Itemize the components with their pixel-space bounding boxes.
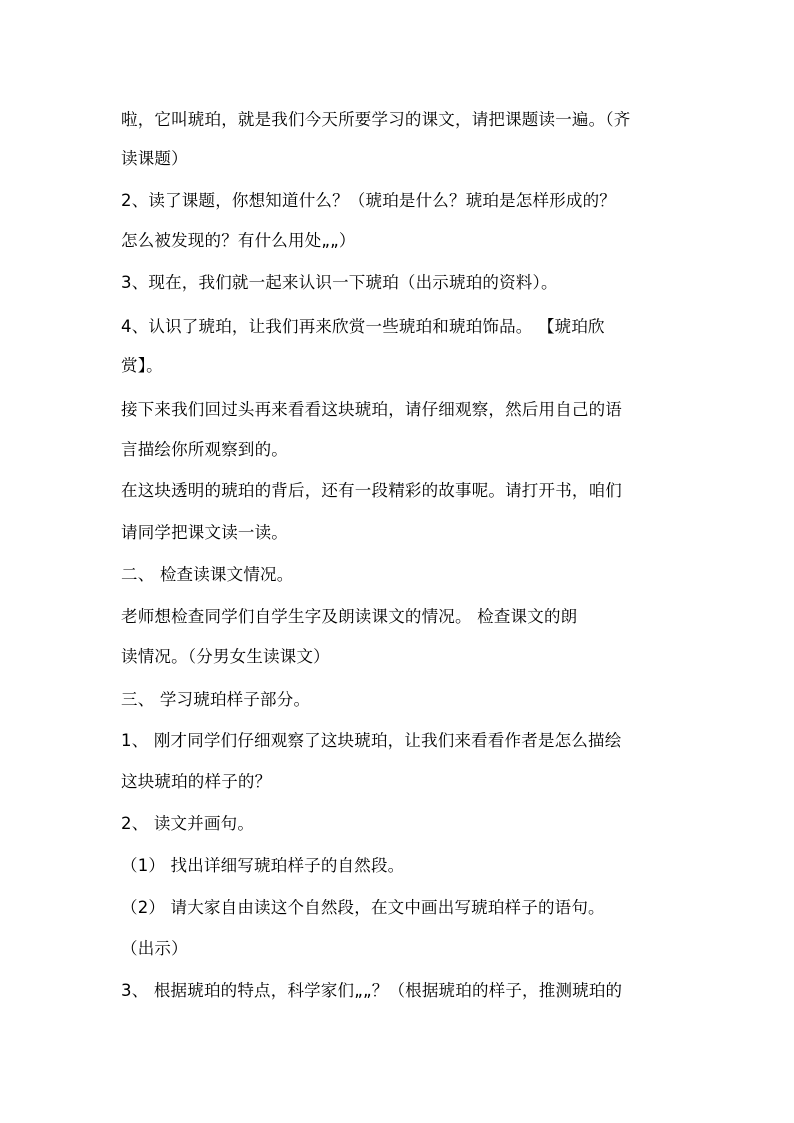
text-line: （1） 找出详细写琥珀样子的自然段。 <box>121 856 405 875</box>
text-line: 读情况。（分男女生读课文） <box>121 647 330 666</box>
text-line: 请同学把课文读一读。 <box>121 523 288 542</box>
text-line: 怎么被发现的？有什么用处„„） <box>121 231 356 250</box>
text-line: （出示） <box>121 939 188 958</box>
text-line: 啦，它叫琥珀，就是我们今天所要学习的课文，请把课题读一遍。（齐 <box>121 110 631 129</box>
text-line: 1、 刚才同学们仔细观察了这块琥珀，让我们来看看作者是怎么描绘 <box>121 731 622 750</box>
text-line: 言描绘你所观察到的。 <box>121 440 288 459</box>
text-line: （2） 请大家自由读这个自然段，在文中画出写琥珀样子的语句。 <box>121 898 605 917</box>
text-line: 2、 读文并画句。 <box>121 814 255 833</box>
text-line: 3、现在，我们就一起来认识一下琥珀（出示琥珀的资料）。 <box>121 273 558 292</box>
text-line: 在这块透明的琥珀的背后，还有一段精彩的故事呢。请打开书，咱们 <box>121 481 622 500</box>
text-line: 这块琥珀的样子的？ <box>121 772 272 791</box>
text-line: 3、 根据琥珀的特点，科学家们„„？（根据琥珀的样子，推测琥珀的 <box>121 981 623 1000</box>
text-line: 赏】。 <box>121 356 163 375</box>
text-line: 接下来我们回过头再来看看这块琥珀，请仔细观察，然后用自己的语 <box>121 400 622 419</box>
text-line: 4、认识了琥珀，让我们再来欣赏一些琥珀和琥珀饰品。 【琥珀欣 <box>121 317 605 336</box>
text-line: 读课题） <box>121 149 188 168</box>
section-heading: 二、 检查读课文情况。 <box>121 565 294 584</box>
text-line: 2、读了课题，你想知道什么？（琥珀是什么？琥珀是怎样形成的？ <box>121 191 616 210</box>
text-line: 老师想检查同学们自学生字及朗读课文的情况。 检查课文的朗 <box>121 607 578 626</box>
section-heading: 三、 学习琥珀样子部分。 <box>121 690 311 709</box>
